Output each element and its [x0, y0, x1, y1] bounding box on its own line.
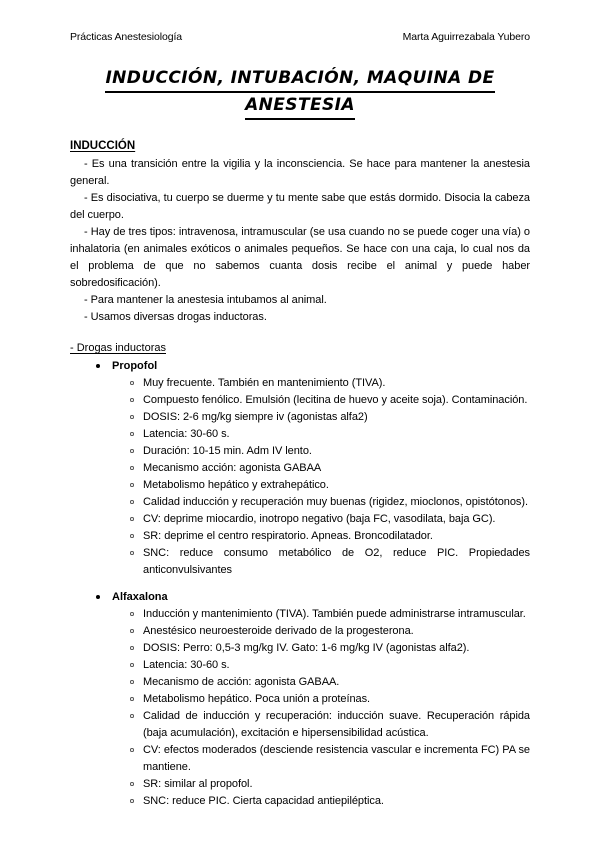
list-item-label: Duración: 10-15 min. Adm IV lento.	[143, 445, 312, 457]
document-title	[70, 66, 530, 120]
header-course-label: Prácticas Anestesiología	[70, 31, 182, 43]
list-item	[70, 375, 530, 392]
spacer	[70, 579, 530, 588]
drug-name-label: Propofol	[112, 360, 158, 372]
bullet-circle-icon	[130, 612, 134, 616]
drug-item-propofol	[70, 357, 530, 579]
header-author-label: Marta Aguirrezabala Yubero	[402, 31, 530, 43]
list-item-label: Anestésico neuroesteroide derivado de la progesterona.	[143, 625, 414, 637]
running-header	[70, 30, 530, 44]
list-item	[70, 691, 530, 708]
list-item-label: DOSIS: 2-6 mg/kg siempre iv (agonistas alfa2)	[143, 411, 368, 423]
bullet-circle-icon	[130, 449, 134, 453]
list-item-label: SR: similar al propofol.	[143, 778, 253, 790]
bullet-circle-icon	[130, 415, 134, 419]
list-item-label: Latencia: 30-60 s.	[143, 659, 230, 671]
list-item	[70, 392, 530, 409]
list-item	[70, 674, 530, 691]
list-item	[70, 623, 530, 640]
list-item-label: Mecanismo de acción: agonista GABAA.	[143, 676, 340, 688]
list-item-label: Muy frecuente. También en mantenimiento (TIVA).	[143, 377, 386, 389]
list-item	[70, 443, 530, 460]
bullet-circle-icon	[130, 517, 134, 521]
list-item-label: CV: efectos moderados (desciende resistencia vascular e incrementa FC) PA se mantiene.	[143, 744, 530, 773]
paragraph-3: - Hay de tres tipos: intravenosa, intramuscular (se usa cuando no se puede coger una vía) o inhalatoria (en animales exóticos o animales pequeños. Se hace con una caja, lo cual nos da el problema de que no sabemos cuanta dosis recibe el animal y puede haber sobredosificación).	[70, 226, 530, 289]
bullet-circle-icon	[130, 466, 134, 470]
list-item-label: Calidad inducción y recuperación muy buenas (rigidez, mioclonos, opistótonos).	[143, 496, 528, 508]
title-line-2: ANESTESIA	[245, 93, 355, 120]
list-item	[70, 742, 530, 776]
bullet-circle-icon	[130, 381, 134, 385]
bullet-circle-icon	[130, 680, 134, 684]
list-item	[70, 511, 530, 528]
list-item-label: Metabolismo hepático y extrahepático.	[143, 479, 329, 491]
spacer	[70, 326, 530, 340]
list-item	[70, 545, 530, 579]
bullet-disc-icon	[96, 595, 100, 599]
list-item	[70, 793, 530, 810]
list-item-label: Metabolismo hepático. Poca unión a proteínas.	[143, 693, 371, 705]
subsection-heading-drogas-inductoras	[70, 340, 530, 357]
section-heading-induccion	[70, 138, 530, 154]
page-content	[70, 30, 530, 810]
list-item-label: Compuesto fenólico. Emulsión (lecitina de huevo y aceite soja). Contaminación.	[143, 394, 528, 406]
bullet-circle-icon	[130, 646, 134, 650]
bullet-circle-icon	[130, 697, 134, 701]
drug-name-propofol	[70, 357, 530, 375]
drug-detail-list-alfaxalona	[70, 606, 530, 810]
list-item-label: DOSIS: Perro: 0,5-3 mg/kg IV. Gato: 1-6 mg/kg IV (agonistas alfa2).	[143, 642, 470, 654]
list-item	[70, 477, 530, 494]
list-item-label: SNC: reduce PIC. Cierta capacidad antiepiléptica.	[143, 795, 384, 807]
section-heading-induccion-label: INDUCCIÓN	[70, 140, 136, 152]
drug-list	[70, 357, 530, 810]
list-item	[70, 776, 530, 793]
bullet-circle-icon	[130, 629, 134, 633]
bullet-circle-icon	[130, 782, 134, 786]
paragraph-5: - Usamos diversas drogas inductoras.	[84, 311, 267, 323]
drug-item-alfaxalona	[70, 579, 530, 810]
list-item-label: SNC: reduce consumo metabólico de O2, reduce PIC. Propiedades anticonvulsivantes	[143, 547, 530, 576]
list-item-label: CV: deprime miocardio, inotropo negativo (baja FC, vasodilata, baja GC).	[143, 513, 496, 525]
bullet-circle-icon	[130, 483, 134, 487]
bullet-circle-icon	[130, 398, 134, 402]
bullet-circle-icon	[130, 500, 134, 504]
list-item	[70, 494, 530, 511]
paragraph-4: - Para mantener la anestesia intubamos al animal.	[84, 294, 327, 306]
list-item	[70, 708, 530, 742]
bullet-circle-icon	[130, 534, 134, 538]
list-item	[70, 640, 530, 657]
paragraph-2: - Es disociativa, tu cuerpo se duerme y tu mente sabe que estás dormido. Disocia la cabeza del cuerpo.	[70, 192, 530, 221]
list-item	[70, 528, 530, 545]
bullet-circle-icon	[130, 714, 134, 718]
drug-detail-list-propofol	[70, 375, 530, 579]
bullet-disc-icon	[96, 364, 100, 368]
list-item-label: Latencia: 30-60 s.	[143, 428, 230, 440]
list-item-label: Inducción y mantenimiento (TIVA). También puede administrarse intramuscular.	[143, 608, 526, 620]
list-item-label: Mecanismo acción: agonista GABAA	[143, 462, 322, 474]
list-item	[70, 426, 530, 443]
drug-name-label: Alfaxalona	[112, 591, 168, 603]
list-item	[70, 657, 530, 674]
list-item	[70, 460, 530, 477]
list-item	[70, 409, 530, 426]
list-item	[70, 606, 530, 623]
bullet-circle-icon	[130, 432, 134, 436]
list-item-label: Calidad de inducción y recuperación: inducción suave. Recuperación rápida (baja acumulación), excitación e hipersensibilidad acústica.	[143, 710, 530, 739]
list-item-label: SR: deprime el centro respiratorio. Apneas. Broncodilatador.	[143, 530, 433, 542]
bullet-circle-icon	[130, 748, 134, 752]
bullet-circle-icon	[130, 799, 134, 803]
title-line-1: INDUCCIÓN, INTUBACIÓN, MAQUINA DE	[105, 66, 494, 93]
paragraph-1: - Es una transición entre la vigilia y la inconsciencia. Se hace para mantener la anestesia general.	[70, 158, 530, 187]
drug-name-alfaxalona	[70, 588, 530, 606]
bullet-circle-icon	[130, 551, 134, 555]
subsection-heading-label: - Drogas inductoras	[70, 342, 166, 354]
bullet-circle-icon	[130, 663, 134, 667]
